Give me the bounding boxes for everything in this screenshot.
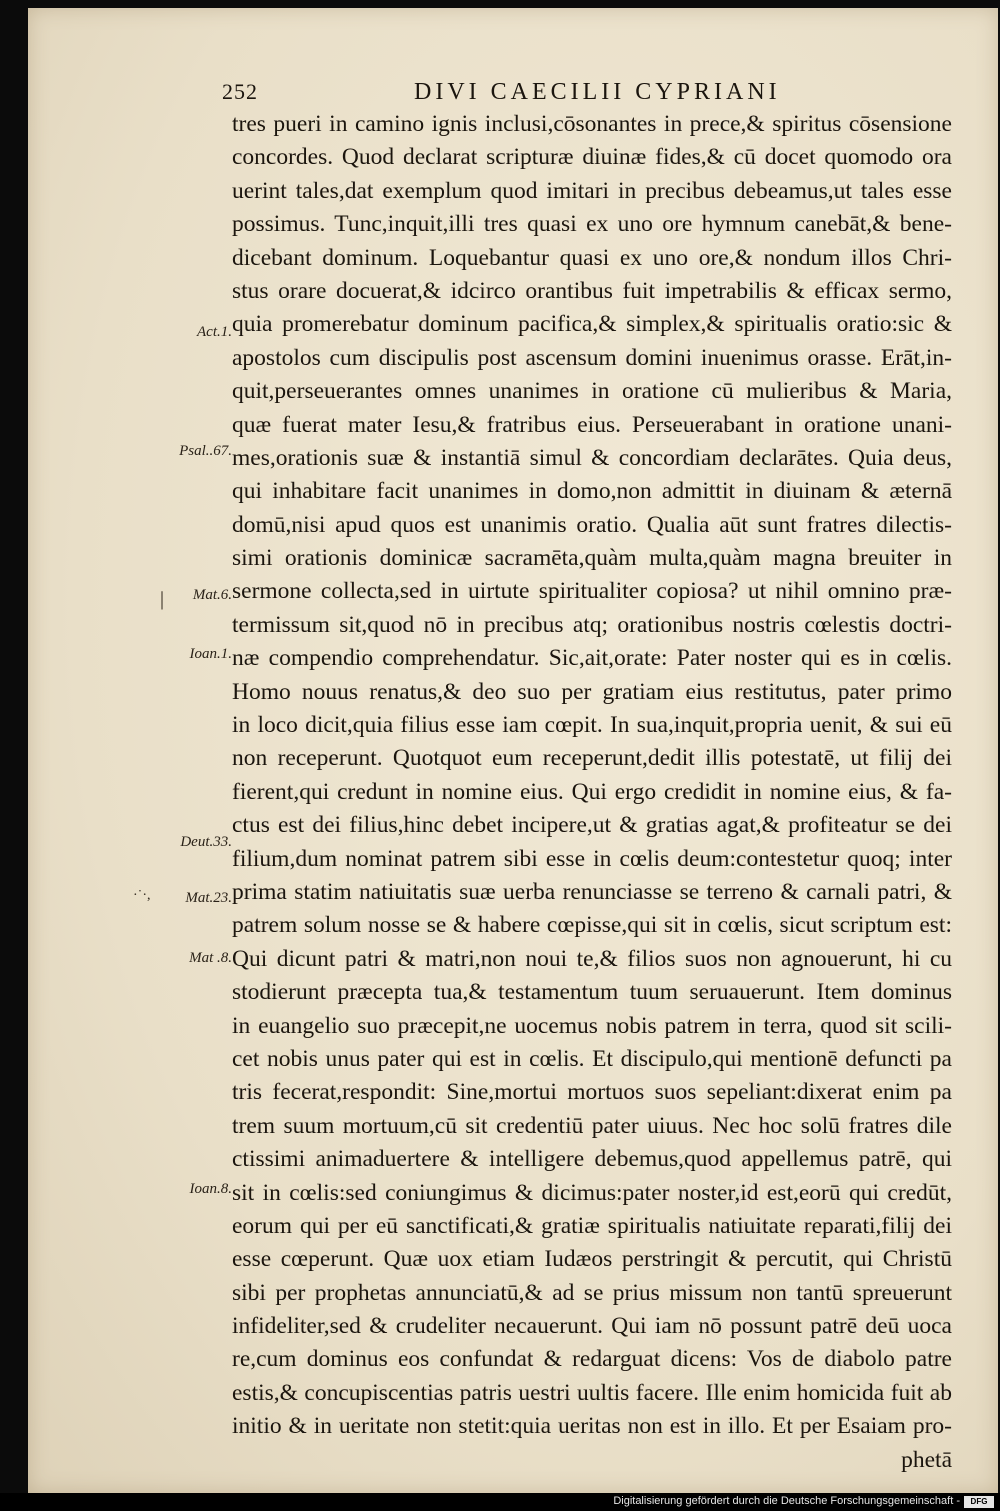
text-line: næ compendio comprehendatur. Sic,ait,orate: Pater noster qui es in cœlis.: [232, 645, 952, 672]
text-line: cet nobis unus pater qui est in cœlis. Et discipulo,qui mentionē defuncti pa: [232, 1045, 952, 1072]
marginal-reference: Deut.33.: [180, 834, 232, 850]
text-line: patrem solum nosse se & habere cœpisse,qui sit in cœlis, sicut scriptum est:: [232, 912, 952, 939]
text-line: esse cœperunt. Quæ uox etiam Iudæos perstringit & percutit, qui Christū: [232, 1246, 952, 1273]
text-line: non receperunt. Quotquot eum receperunt,dedit illis potestatē, ut filij dei: [232, 745, 952, 772]
text-line: quit,perseuerantes omnes unanimes in oratione cū mulieribus & Maria,: [232, 378, 952, 405]
marginal-reference: Act.1.: [197, 324, 232, 340]
text-line: stodierunt præcepta tua,& testamentum tuum seruauerunt. Item dominus: [232, 979, 952, 1006]
text-line: trem suum mortuum,cū sit credentiū pater uiuus. Nec hoc solū fratres dile: [232, 1112, 952, 1139]
text-line: infideliter,sed & crudeliter necauerunt. Qui iam nō possunt patrē deū uoca: [232, 1313, 952, 1340]
text-line: eorum qui per eū sanctificati,& gratiæ spiritualis natiuitate reparati,filij dei: [232, 1212, 952, 1239]
marginal-reference: Mat.23.: [185, 890, 232, 906]
text-line: apostolos cum discipulis post ascensum domini inuenimus orasse. Erāt,in-: [232, 344, 952, 371]
text-line: Homo nouus renatus,& deo suo per gratiam eius restitutus, pater primo: [232, 678, 952, 705]
text-line: fierent,qui credunt in nomine eius. Qui ergo credidit in nomine eius, & fa-: [232, 778, 952, 805]
text-line: concordes. Quod declarat scripturæ diuinæ fides,& cū docet quomodo ora: [232, 144, 952, 171]
text-line: re,cum dominus eos confundat & redarguat dicens: Vos de diabolo patre: [232, 1346, 952, 1373]
text-line: domū,nisi apud quos est unanimis oratio. Qualia aūt sunt fratres dilectis-: [232, 511, 952, 538]
text-line: uerint tales,dat exemplum quod imitari in precibus debeamus,ut tales esse: [232, 177, 952, 204]
text-line: quia promerebatur dominum pacifica,& simplex,& spiritualis oratio:sic &: [232, 311, 952, 338]
dfg-logo: DFG: [964, 1496, 994, 1508]
funding-credit: Digitalisierung gefördert durch die Deutsche Forschungsgemeinschaft -: [613, 1495, 960, 1507]
page-number: 252: [222, 79, 258, 104]
margin-stroke-mark: |: [160, 588, 165, 610]
marginal-reference: Mat .8.: [189, 950, 232, 966]
marginal-reference: Psal..67.: [179, 443, 232, 459]
running-head-title: DIVI CAECILII CYPRIANI: [414, 79, 781, 105]
text-line: simi orationis dominicæ sacramēta,quàm multa,quàm magna breuiter in: [232, 545, 952, 572]
text-line: in euangelio suo præcepit,ne uocemus nobis patrem in terra, quod sit scili-: [232, 1012, 952, 1039]
text-line: sit in cœlis:sed coniungimus & dicimus:pater noster,id est,eorū qui credūt,: [232, 1179, 952, 1206]
text-line: in loco dicit,quia filius esse iam cœpit. In sua,inquit,propria uenit, & sui eū: [232, 712, 952, 739]
text-line: dicebant dominum. Loquebantur quasi ex uno ore,& nondum illos Chri-: [232, 244, 952, 271]
text-line: Qui dicunt patri & matri,non noui te,& filios suos non agnouerunt, hi cu: [232, 945, 952, 972]
text-line: prima statim natiuitatis suæ uerba renunciasse se terreno & carnali patri, &: [232, 878, 952, 905]
text-line: mes,orationis suæ & instantiā simul & concordiam declarātes. Quia deus,: [232, 444, 952, 471]
marginal-reference: Mat.6.: [192, 587, 232, 603]
text-line: filium,dum nominat patrem sibi esse in cœlis deum:contestetur quoq; inter: [232, 845, 952, 872]
text-line: estis,& concupiscentias patris uestri uultis facere. Ille enim homicida fuit ab: [232, 1379, 952, 1406]
text-line: tris fecerat,respondit: Sine,mortui mortuos suos sepeliant:dixerat enim pa: [232, 1079, 952, 1106]
text-line: sermone collecta,sed in uirtute spiritualiter copiosa? ut nihil omnino præ-: [232, 578, 952, 605]
text-line: sibi per prophetas annunciatū,& ad se prius missum non tantū spreuerunt: [232, 1279, 952, 1306]
margin-ink-mark: ·˙·,: [133, 888, 151, 903]
text-line: qui inhabitare facit unanimes in domo,non admittit in diuinam & æternā: [232, 478, 952, 505]
text-line: ctus est dei filius,hinc debet incipere,ut & gratias agat,& profiteatur se dei: [232, 812, 952, 839]
text-line: initio & in ueritate non stetit:quia ueritas non est in illo. Et per Esaiam pro-: [232, 1413, 952, 1440]
text-line: termissum sit,quod nō in precibus atq; orationibus nostris cœlestis doctri-: [232, 611, 952, 638]
footer-bar: [0, 1493, 1000, 1511]
marginal-reference: Ioan.1.: [189, 646, 232, 662]
text-line: ctissimi animaduertere & intelligere debemus,quod appellemus patrē, qui: [232, 1146, 952, 1173]
text-line: phetā: [901, 1446, 952, 1473]
text-line: quæ fuerat mater Iesu,& fratribus eius. Perseuerabant in oratione unani-: [232, 411, 952, 438]
marginal-reference: Ioan.8.: [189, 1181, 232, 1197]
text-line: possimus. Tunc,inquit,illi tres quasi ex uno ore hymnum canebāt,& bene-: [232, 211, 952, 238]
text-line: tres pueri in camino ignis inclusi,cōsonantes in prece,& spiritus cōsensione: [232, 111, 952, 137]
text-line: stus orare docuerat,& idcirco orantibus fuit impetrabilis & efficax sermo,: [232, 277, 952, 304]
